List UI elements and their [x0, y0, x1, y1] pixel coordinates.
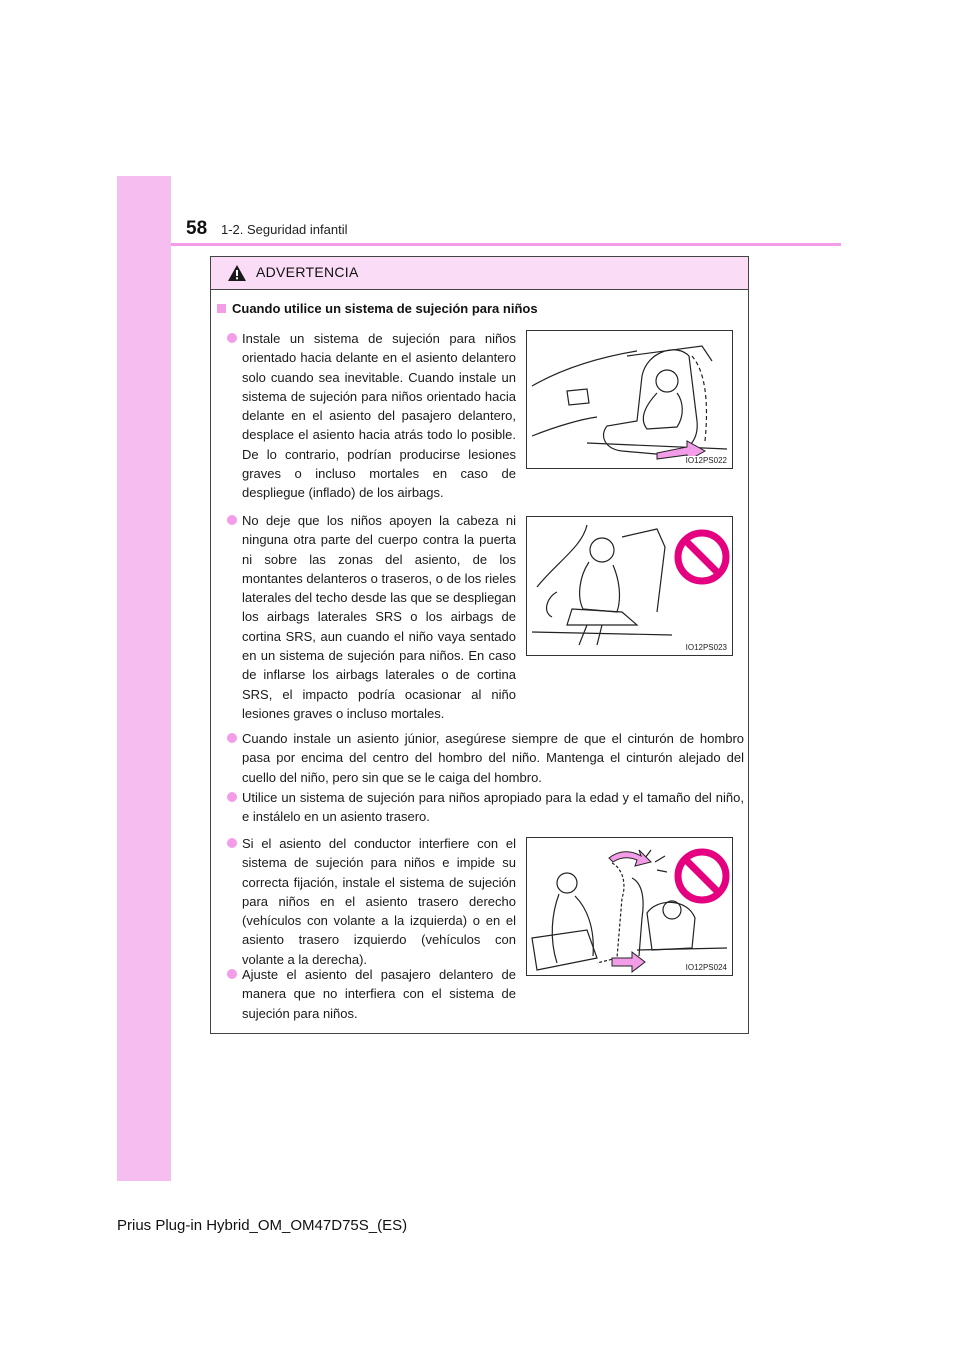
warning-subheading	[217, 301, 538, 316]
warning-box	[210, 256, 749, 1034]
warning-item	[242, 965, 516, 1023]
round-bullet-icon	[227, 733, 237, 743]
warning-title: ADVERTENCIA	[256, 264, 359, 280]
round-bullet-icon	[227, 969, 237, 979]
warning-subheading-text: Cuando utilice un sistema de sujeción para niños	[232, 301, 538, 316]
warning-item-text: Si el asiento del conductor interfiere con el sistema de sujeción para niños e impide su correcta fijación, instale el sistema de sujeción para niños en el asiento trasero derecho (vehículos con volante a la izquierda) o en el asiento trasero izquierdo (vehículos con volante a la derecha).	[242, 836, 516, 967]
warning-item-text: Instale un sistema de sujeción para niños orientado hacia delante en el asiento delantero solo cuando sea inevitable. Cuando instale un sistema de sujeción para niños orientado hacia delante en el asiento del pasajero delantero, desplace el asiento hacia atrás todo lo posible. De lo contrario, podrían producirse lesiones graves o incluso mortales en caso de despliegue (inflado) de los airbags.	[242, 331, 516, 501]
figure-code: IO12PS023	[685, 643, 727, 652]
warning-item	[242, 511, 516, 723]
child-seat-front-passenger-illustration-icon	[527, 331, 732, 468]
warning-item	[242, 788, 744, 827]
round-bullet-icon	[227, 333, 237, 343]
round-bullet-icon	[227, 515, 237, 525]
warning-item	[242, 329, 516, 503]
figure-code: IO12PS022	[685, 456, 727, 465]
warning-item	[242, 834, 516, 969]
figure-child-seat-front	[526, 330, 733, 469]
warning-triangle-icon	[227, 264, 247, 282]
figure-code: IO12PS024	[685, 963, 727, 972]
round-bullet-icon	[227, 838, 237, 848]
warning-item	[242, 729, 744, 787]
round-bullet-icon	[227, 792, 237, 802]
warning-header	[211, 257, 748, 290]
warning-item-text: Cuando instale un asiento júnior, asegúrese siempre de que el cinturón de hombro pasa por encima del centro del hombro del niño. Mantenga el cinturón alejado del cuello del niño, pero sin que se le caiga del hombro.	[242, 731, 744, 785]
chapter-side-tab	[117, 176, 171, 1181]
footer-doc-id: Prius Plug-in Hybrid_OM_OM47D75S_(ES)	[117, 1217, 408, 1234]
header-rule	[171, 243, 841, 246]
child-against-door-prohibited-illustration-icon	[527, 517, 732, 655]
warning-item-text: Ajuste el asiento del pasajero delantero de manera que no interfiera con el sistema de sujeción para niños.	[242, 967, 516, 1021]
warning-item-text: Utilice un sistema de sujeción para niños apropiado para la edad y el tamaño del niño, e instálelo en un asiento trasero.	[242, 790, 744, 825]
driver-seat-interference-prohibited-illustration-icon	[527, 838, 732, 975]
page-number: 58	[186, 218, 208, 239]
figure-driver-seat-interference	[526, 837, 733, 976]
figure-child-against-door	[526, 516, 733, 656]
warning-item-text: No deje que los niños apoyen la cabeza ni ninguna otra parte del cuerpo contra la puerta ni sobre las zonas del asiento, de los montantes delanteros o traseros, o de los rieles laterales del techo desde las que se despliegan los airbags laterales SRS o los airbags de cortina SRS, aun cuando el niño vaya sentado en un sistema de sujeción para niños. En caso de inflarse los airbags laterales o de cortina SRS, el impacto podría ocasionar al niño lesiones graves o incluso mortales.	[242, 513, 516, 721]
section-title: 1-2. Seguridad infantil	[221, 222, 348, 237]
square-bullet-icon	[217, 304, 226, 313]
